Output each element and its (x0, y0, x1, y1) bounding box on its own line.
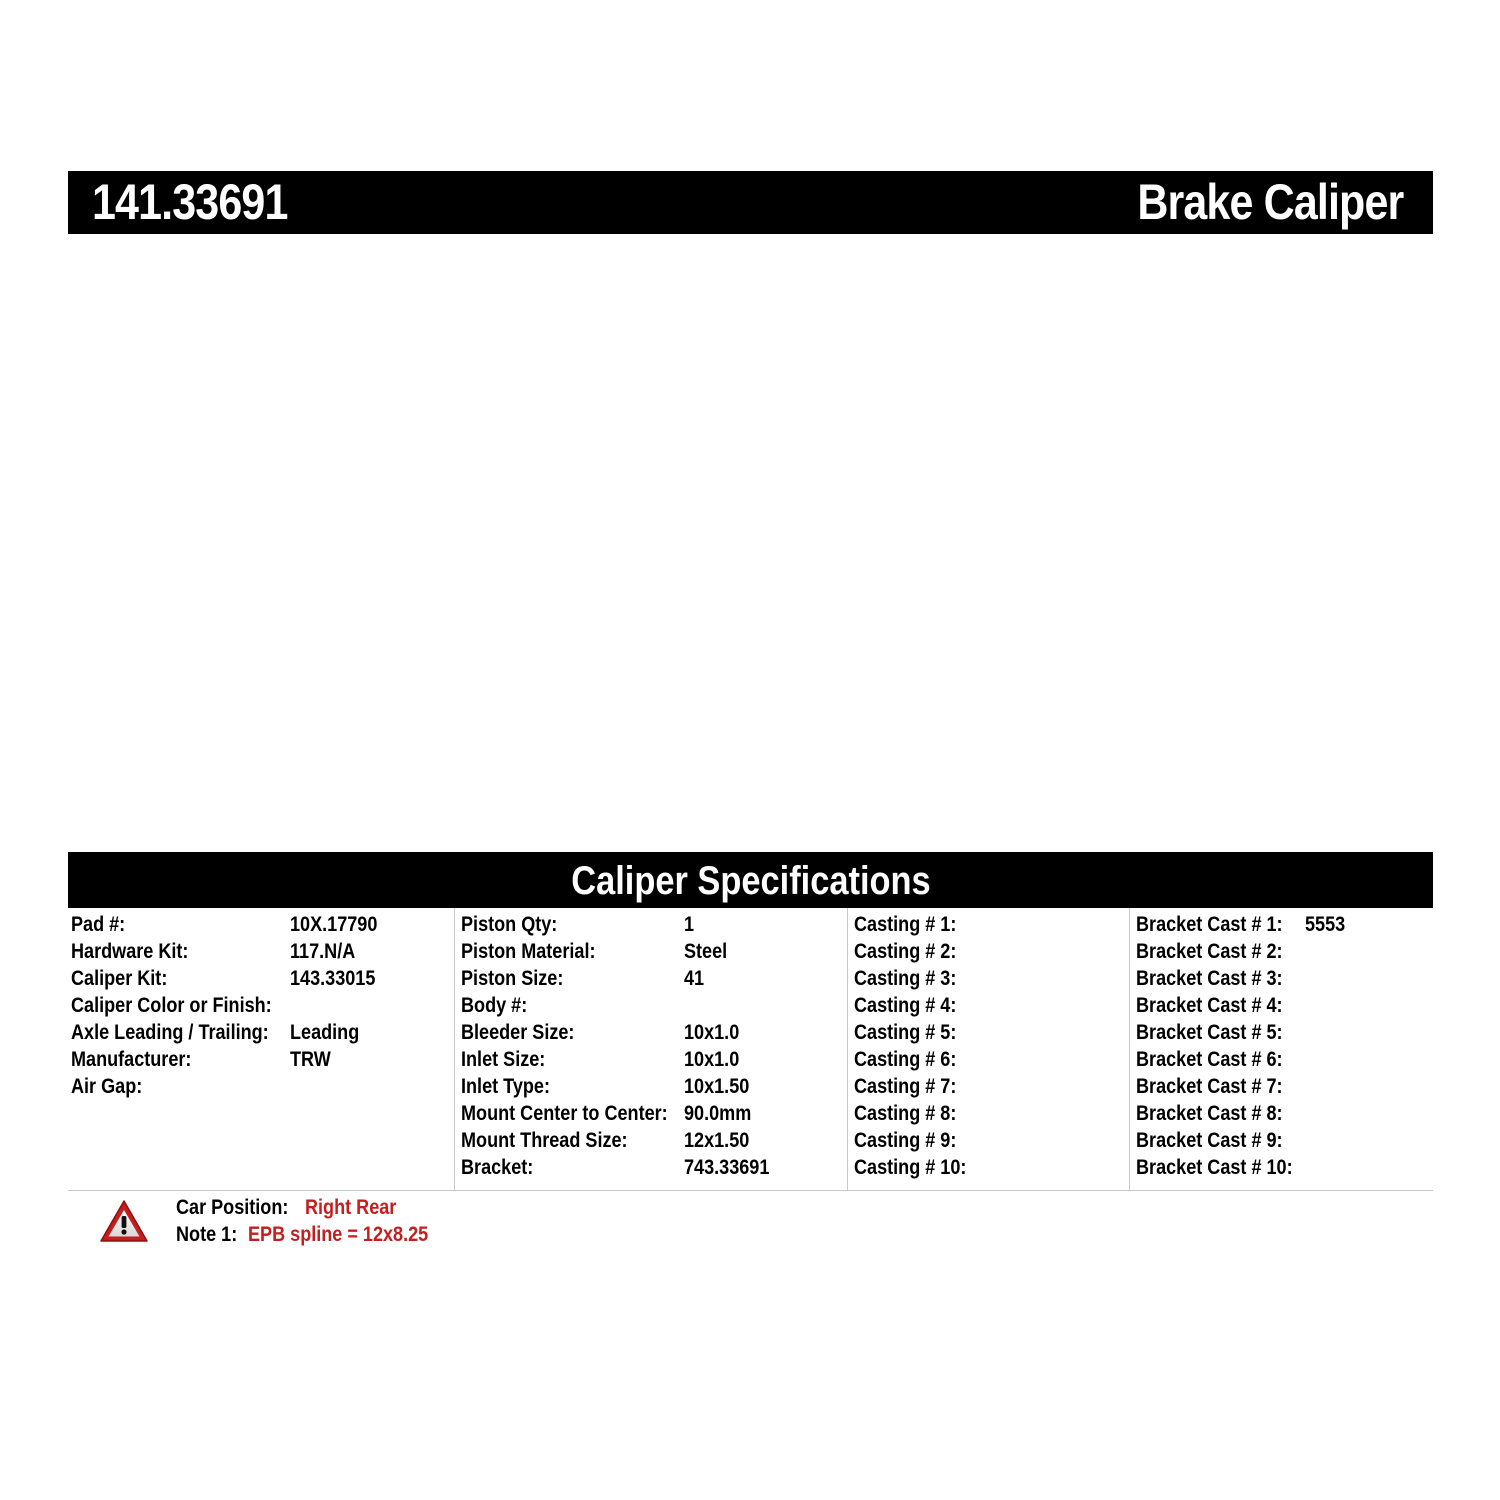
spec-label: Bracket: (461, 1156, 534, 1179)
spec-row (68, 1019, 454, 1046)
spec-row (1130, 1127, 1433, 1154)
spec-label: Bracket Cast # 9: (1136, 1129, 1283, 1152)
spec-label: Casting # 9: (854, 1129, 957, 1152)
spec-label: Bracket Cast # 2: (1136, 940, 1283, 963)
spec-row (455, 1127, 847, 1154)
product-name: Brake Caliper (1136, 174, 1403, 230)
spec-column-bracket-cast (1129, 908, 1433, 1190)
spec-row (68, 965, 454, 992)
spec-label: Caliper Kit: (71, 967, 168, 990)
spec-row (455, 938, 847, 965)
spec-row (1130, 1019, 1433, 1046)
spec-value: 743.33691 (684, 1156, 770, 1179)
spec-label: Bracket Cast # 3: (1136, 967, 1283, 990)
spec-section-header (68, 852, 1433, 908)
spec-row (848, 1127, 1129, 1154)
spec-row (848, 911, 1129, 938)
spec-row (848, 1019, 1129, 1046)
spec-section-title: Caliper Specifications (570, 859, 931, 903)
spec-value: TRW (290, 1048, 331, 1071)
spec-value: 41 (684, 967, 705, 990)
spec-value: 5553 (1305, 913, 1346, 936)
note-1-label: Note 1: (176, 1223, 238, 1246)
spec-value: Steel (684, 940, 728, 963)
spec-row (1130, 1100, 1433, 1127)
spec-label: Bracket Cast # 4: (1136, 994, 1283, 1017)
spec-label: Bleeder Size: (461, 1021, 575, 1044)
spec-label: Axle Leading / Trailing: (71, 1021, 269, 1044)
spec-row (68, 938, 454, 965)
spec-row (1130, 1073, 1433, 1100)
spec-row (455, 965, 847, 992)
product-header-bar (68, 171, 1433, 234)
spec-row (455, 911, 847, 938)
spec-label: Pad #: (71, 913, 126, 936)
spec-row (1130, 911, 1433, 938)
spec-label: Caliper Color or Finish: (71, 994, 272, 1017)
spec-row (1130, 965, 1433, 992)
spec-row (1130, 1046, 1433, 1073)
warning-triangle-icon (99, 1199, 149, 1243)
spec-column-piston (454, 908, 847, 1190)
spec-label: Air Gap: (71, 1075, 143, 1098)
spec-row (455, 992, 847, 1019)
spec-label: Bracket Cast # 8: (1136, 1102, 1283, 1125)
spec-row (455, 1100, 847, 1127)
spec-value: 10x1.0 (684, 1048, 740, 1071)
spec-row (848, 1100, 1129, 1127)
spec-label: Inlet Type: (461, 1075, 550, 1098)
spec-label: Mount Center to Center: (461, 1102, 668, 1125)
spec-row (455, 1073, 847, 1100)
spec-row (848, 1046, 1129, 1073)
spec-row (1130, 992, 1433, 1019)
spec-label: Casting # 3: (854, 967, 957, 990)
spec-label: Body #: (461, 994, 528, 1017)
spec-label: Piston Material: (461, 940, 596, 963)
spec-label: Piston Size: (461, 967, 564, 990)
spec-row (68, 1046, 454, 1073)
spec-label: Casting # 10: (854, 1156, 967, 1179)
spec-value: 10x1.0 (684, 1021, 740, 1044)
notes-section (68, 1192, 668, 1252)
spec-row (848, 938, 1129, 965)
spec-label: Bracket Cast # 6: (1136, 1048, 1283, 1071)
spec-label: Casting # 7: (854, 1075, 957, 1098)
spec-label: Casting # 8: (854, 1102, 957, 1125)
car-position-value: Right Rear (305, 1196, 397, 1219)
spec-row (1130, 1154, 1433, 1181)
spec-label: Casting # 5: (854, 1021, 957, 1044)
spec-label: Bracket Cast # 7: (1136, 1075, 1283, 1098)
spec-label: Mount Thread Size: (461, 1129, 628, 1152)
spec-label: Bracket Cast # 10: (1136, 1156, 1293, 1179)
spec-label: Casting # 4: (854, 994, 957, 1017)
spec-row (68, 911, 454, 938)
spec-row (848, 1154, 1129, 1181)
spec-label: Hardware Kit: (71, 940, 189, 963)
spec-row (848, 992, 1129, 1019)
spec-label: Bracket Cast # 5: (1136, 1021, 1283, 1044)
spec-row (68, 1073, 454, 1100)
spec-value: Leading (290, 1021, 360, 1044)
note-1-value: EPB spline = 12x8.25 (248, 1223, 429, 1246)
car-position-label: Car Position: (176, 1196, 289, 1219)
spec-label: Piston Qty: (461, 913, 558, 936)
spec-table (68, 908, 1433, 1191)
spec-label: Casting # 2: (854, 940, 957, 963)
spec-label: Bracket Cast # 1: (1136, 913, 1283, 936)
spec-row (455, 1154, 847, 1181)
part-number: 141.33691 (92, 174, 288, 230)
spec-label: Casting # 1: (854, 913, 957, 936)
spec-row (455, 1019, 847, 1046)
spec-row (848, 965, 1129, 992)
spec-value: 143.33015 (290, 967, 376, 990)
spec-value: 10x1.50 (684, 1075, 750, 1098)
spec-row (848, 1073, 1129, 1100)
spec-value: 90.0mm (684, 1102, 752, 1125)
spec-label: Inlet Size: (461, 1048, 546, 1071)
spec-value: 10X.17790 (290, 913, 378, 936)
spec-label: Casting # 6: (854, 1048, 957, 1071)
spec-row (1130, 938, 1433, 965)
spec-column-casting (847, 908, 1129, 1190)
spec-column-general (68, 908, 454, 1190)
spec-value: 1 (684, 913, 695, 936)
spec-row (455, 1046, 847, 1073)
spec-value: 117.N/A (290, 940, 356, 963)
spec-label: Manufacturer: (71, 1048, 192, 1071)
spec-row (68, 992, 454, 1019)
spec-value: 12x1.50 (684, 1129, 750, 1152)
